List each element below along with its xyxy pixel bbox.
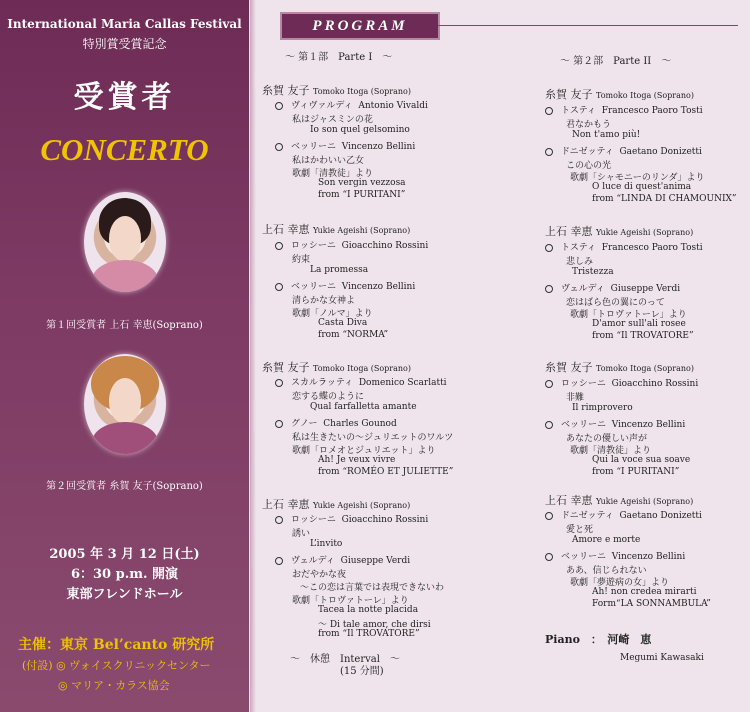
song-title-en: La promessa bbox=[310, 265, 369, 275]
song-title-en: Son vergin vezzosa bbox=[318, 178, 406, 188]
composer-row: ベッリーニ Vincenzo Bellini bbox=[545, 549, 685, 562]
composer-row: スカルラッティ Domenico Scarlatti bbox=[275, 375, 447, 388]
song-title-en: O luce di quest'anima bbox=[592, 182, 692, 192]
song-title: 恋はばら色の翼にのって bbox=[566, 298, 665, 308]
song-title-en: D'amor sull'ali rosee bbox=[592, 319, 686, 329]
song-title-en: Tristezza bbox=[572, 267, 614, 277]
song-title-en: Qual farfalletta amante bbox=[310, 402, 417, 412]
opera-from: Form“LA SONNAMBULA” bbox=[592, 599, 711, 609]
piano-credit: Piano ： 河崎 恵 bbox=[545, 633, 652, 646]
song-title-sub: ～この恋は言葉では表現できないわ bbox=[300, 583, 445, 593]
winner1-caption: 第１回受賞者 上石 幸恵(Soprano) bbox=[46, 320, 203, 331]
interval-duration: (15 分間) bbox=[340, 666, 384, 677]
composer-row: グノー Charles Gounod bbox=[275, 416, 397, 429]
song-title: 私はかわいい乙女 bbox=[292, 156, 365, 166]
performer-3: 糸賀 友子 Tomoko Itoga (Soprano) bbox=[262, 361, 411, 374]
performer-1: 糸賀 友子 Tomoko Itoga (Soprano) bbox=[262, 84, 411, 97]
song-title: 私はジャスミンの花 bbox=[292, 115, 373, 125]
festival-title: International Maria Callas Festival bbox=[7, 17, 242, 31]
program-rule bbox=[438, 25, 738, 26]
winner2-caption: 第２回受賞者 糸賀 友子(Soprano) bbox=[46, 481, 203, 492]
composer-row: ロッシーニ Gioacchino Rossini bbox=[275, 512, 428, 525]
song-title: 清らかな女神よ bbox=[292, 296, 356, 306]
opera-from: from “Il TROVATORE” bbox=[592, 331, 694, 341]
composer-row: ドニゼッティ Gaetano Donizetti bbox=[545, 508, 702, 521]
performer-4: 上石 幸恵 Yukie Ageishi (Soprano) bbox=[262, 498, 411, 511]
song-title-en: L’invito bbox=[310, 539, 343, 549]
performer-2: 上石 幸恵 Yukie Ageishi (Soprano) bbox=[262, 223, 411, 236]
concert-time: 6：30 p.m. 開演 bbox=[70, 567, 179, 582]
song-title: 私は生きたいの～ジュリエットのワルツ bbox=[292, 433, 454, 443]
song-title: 誘い bbox=[292, 529, 311, 539]
organizer: 主催：東京 Bel’canto 研究所 bbox=[18, 637, 215, 653]
song-title: この心の光 bbox=[566, 161, 612, 171]
opera-from: from “NORMA” bbox=[318, 330, 389, 340]
song-title: ああ、信じられない bbox=[566, 566, 647, 576]
concert-date: 2005 年 3 月 12 日(土) bbox=[49, 547, 200, 562]
portrait-ageishi bbox=[84, 192, 166, 292]
composer-row: トスティ Francesco Paoro Tosti bbox=[545, 240, 703, 253]
song-title-en: Amore e morte bbox=[572, 535, 641, 545]
interval-heading: ～ 休憩 Interval ～ bbox=[290, 654, 400, 665]
song-title: 君なかもう bbox=[566, 120, 612, 130]
composer-row: ベッリーニ Vincenzo Bellini bbox=[545, 417, 685, 430]
part2-heading: ～ 第２部 Parte II ～ bbox=[560, 56, 672, 67]
composer-row: ベッリーニ Vincenzo Bellini bbox=[275, 279, 415, 292]
opera-source: 歌劇「ノルマ」より bbox=[292, 309, 373, 319]
song-title-en-2: ～ Di tale amor, che dirsi bbox=[318, 620, 431, 630]
composer-row: ロッシーニ Gioacchino Rossini bbox=[275, 238, 428, 251]
performer-5: 糸賀 友子 Tomoko Itoga (Soprano) bbox=[545, 88, 694, 101]
song-title-en: Casta Diva bbox=[318, 318, 368, 328]
composer-row: ベッリーニ Vincenzo Bellini bbox=[275, 139, 415, 152]
song-title-en: Ah! Je veux vivre bbox=[318, 455, 396, 465]
composer-row: ロッシーニ Gioacchino Rossini bbox=[545, 376, 698, 389]
song-title-en: Io son quel gelsomino bbox=[310, 125, 410, 135]
opera-source: 歌劇「清教徒」より bbox=[292, 169, 374, 179]
support-org-2: ◎ マリア・カラス協会 bbox=[58, 679, 170, 692]
song-title: 約束 bbox=[292, 255, 311, 265]
performer-8: 上石 幸恵 Yukie Ageishi (Soprano) bbox=[545, 494, 694, 507]
opera-from: from “ROMÉO ET JULIETTE” bbox=[318, 467, 454, 477]
part1-heading: ～ 第１部 Parte I ～ bbox=[285, 52, 393, 63]
opera-from: from “I PURITANI” bbox=[318, 190, 406, 200]
program-tab: PROGRAM bbox=[280, 12, 440, 40]
composer-row: ヴェルディ Giuseppe Verdi bbox=[275, 553, 410, 566]
opera-source: 歌劇「シャモニーのリンダ」より bbox=[570, 173, 705, 183]
fold-shadow bbox=[250, 0, 256, 712]
opera-source: 歌劇「トロヴァトーレ」より bbox=[292, 596, 409, 606]
song-title: あなたの優しい声が bbox=[566, 434, 648, 444]
award-heading: 受賞者 bbox=[73, 80, 176, 115]
portrait-itoga bbox=[84, 354, 166, 454]
song-title: 悲しみ bbox=[566, 257, 594, 267]
opera-from: from “LINDA DI CHAMOUNIX” bbox=[592, 194, 737, 204]
song-title-en: Non t'amo più! bbox=[572, 130, 641, 140]
opera-source: 歌劇「夢遊病の女」より bbox=[570, 578, 670, 588]
composer-row: ヴィヴァルディ Antonio Vivaldi bbox=[275, 98, 428, 111]
commemoration-subtitle: 特別賞受賞記念 bbox=[82, 37, 167, 51]
song-title-en: Qui la voce sua soave bbox=[592, 455, 691, 465]
song-title-en: Tacea la notte placida bbox=[318, 605, 419, 615]
opera-source: 歌劇「清教徒」より bbox=[570, 446, 652, 456]
opera-from: from “Il TROVATORE” bbox=[318, 629, 420, 639]
performer-7: 糸賀 友子 Tomoko Itoga (Soprano) bbox=[545, 361, 694, 374]
song-title: 非難 bbox=[566, 393, 585, 403]
composer-row: トスティ Francesco Paoro Tosti bbox=[545, 103, 703, 116]
song-title-en: Il rimprovero bbox=[572, 403, 633, 413]
opera-source: 歌劇「ロメオとジュリエット」より bbox=[292, 446, 436, 456]
opera-source: 歌劇「トロヴァトーレ」より bbox=[570, 310, 687, 320]
opera-from: from “I PURITANI” bbox=[592, 467, 680, 477]
performer-6: 上石 幸恵 Yukie Ageishi (Soprano) bbox=[545, 225, 694, 238]
left-panel bbox=[0, 0, 249, 712]
composer-row: ドニゼッティ Gaetano Donizetti bbox=[545, 144, 702, 157]
song-title: 愛と死 bbox=[566, 525, 594, 535]
song-title: おだやかな夜 bbox=[292, 570, 347, 580]
concerto-title: CONCERTO bbox=[40, 132, 209, 167]
composer-row: ヴェルディ Giuseppe Verdi bbox=[545, 281, 680, 294]
song-title: 恋する蝶のように bbox=[292, 392, 365, 402]
song-title-en: Ah! non credea mirarti bbox=[592, 587, 697, 597]
pianist-name-en: Megumi Kawasaki bbox=[620, 653, 704, 663]
concert-venue: 東部フレンドホール bbox=[66, 587, 183, 602]
support-org-1: (付設) ◎ ヴォイスクリニックセンター bbox=[22, 659, 211, 672]
